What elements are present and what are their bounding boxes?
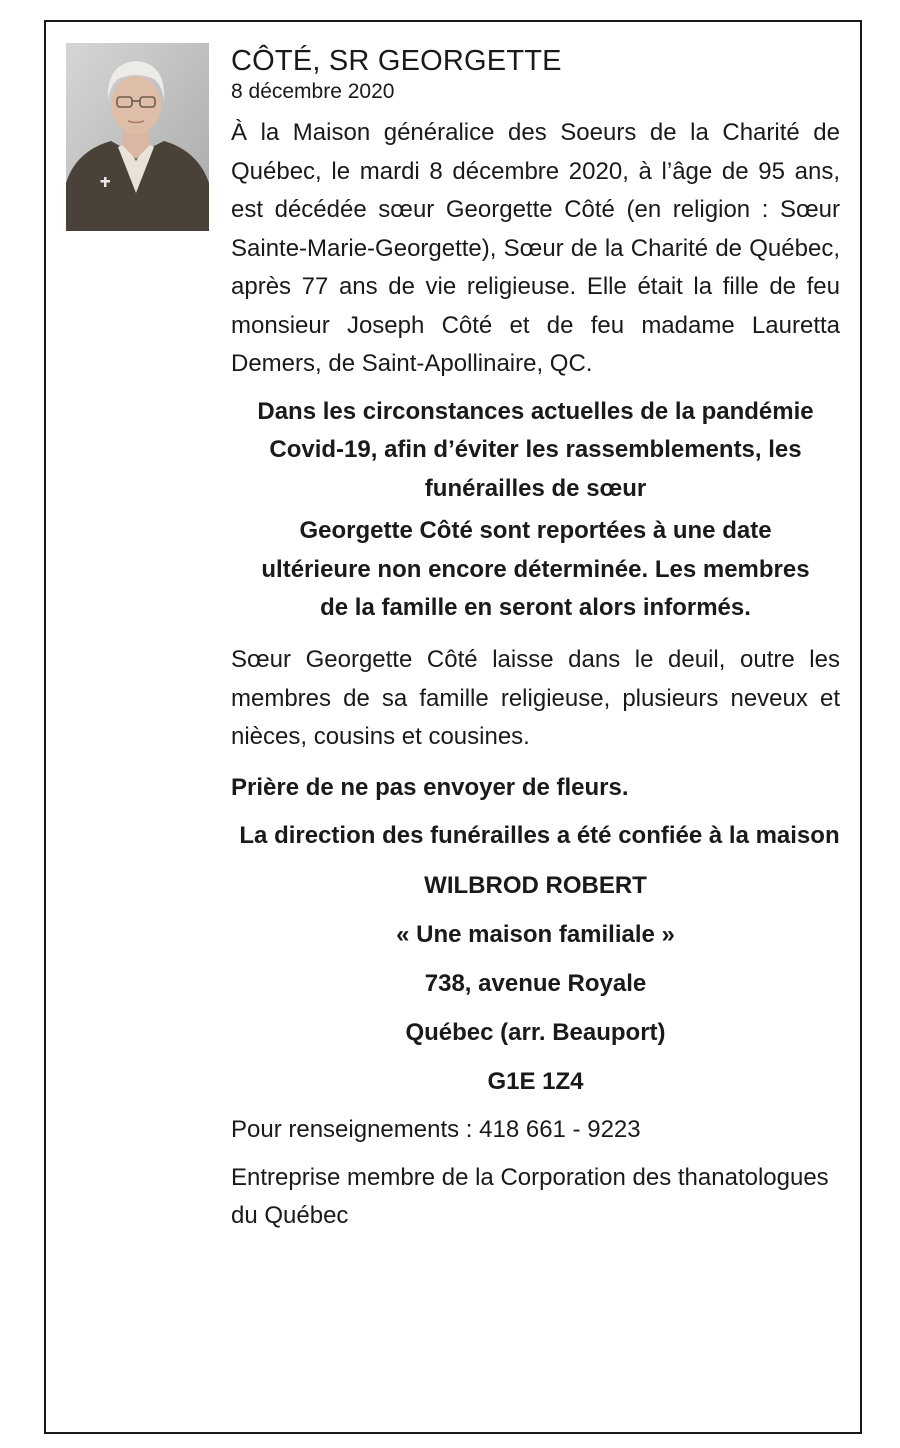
- deceased-name: CÔTÉ, SR GEORGETTE: [231, 45, 562, 77]
- funeral-direction-notice: La direction des funérailles a été confiée à la maison: [239, 821, 840, 849]
- membership-line: Entreprise membre de la Corporation des thanatologues du Québec: [231, 1163, 829, 1229]
- funeral-home-city: Québec (arr. Beauport): [405, 1018, 666, 1046]
- no-flowers-notice: Prière de ne pas envoyer de fleurs.: [231, 773, 629, 801]
- portrait-photo: [66, 43, 209, 231]
- obituary-paragraph: À la Maison généralice des Soeurs de la Charité de Québec, le mardi 8 décembre 2020, à l’âge de 95 ans, est décédée sœur Georgette Côté (en religion : Sœur Sainte-Marie-Georgette), Sœur de la Charité de Québec, après 77 ans de vie religieuse. Elle était la fille de feu monsieur Joseph Côté et de feu madame Lauretta Demers, de Saint-Apollinaire, QC.: [231, 119, 840, 377]
- covid-notice-part1: Dans les circonstances actuelles de la pandémie Covid-19, afin d’éviter les rassemblements, les funérailles de sœur: [257, 397, 814, 503]
- mourners-paragraph: Sœur Georgette Côté laisse dans le deuil, outre les membres de sa famille religieuse, plusieurs neveux et nièces, cousins et cousines.: [231, 646, 840, 751]
- funeral-home-postal-code: G1E 1Z4: [487, 1067, 584, 1095]
- obituary-content: [231, 43, 840, 1235]
- funeral-home-name: WILBROD ROBERT: [424, 871, 647, 899]
- funeral-home-address: 738, avenue Royale: [424, 969, 647, 997]
- death-date: 8 décembre 2020: [231, 80, 395, 103]
- covid-notice-part2: Georgette Côté sont reportées à une date ultérieure non encore déterminée. Les membres de la famille en seront alors informés.: [261, 516, 810, 622]
- info-phone-line: Pour renseignements : 418 661 - 9223: [231, 1115, 641, 1143]
- funeral-home-slogan: « Une maison familiale »: [396, 920, 675, 948]
